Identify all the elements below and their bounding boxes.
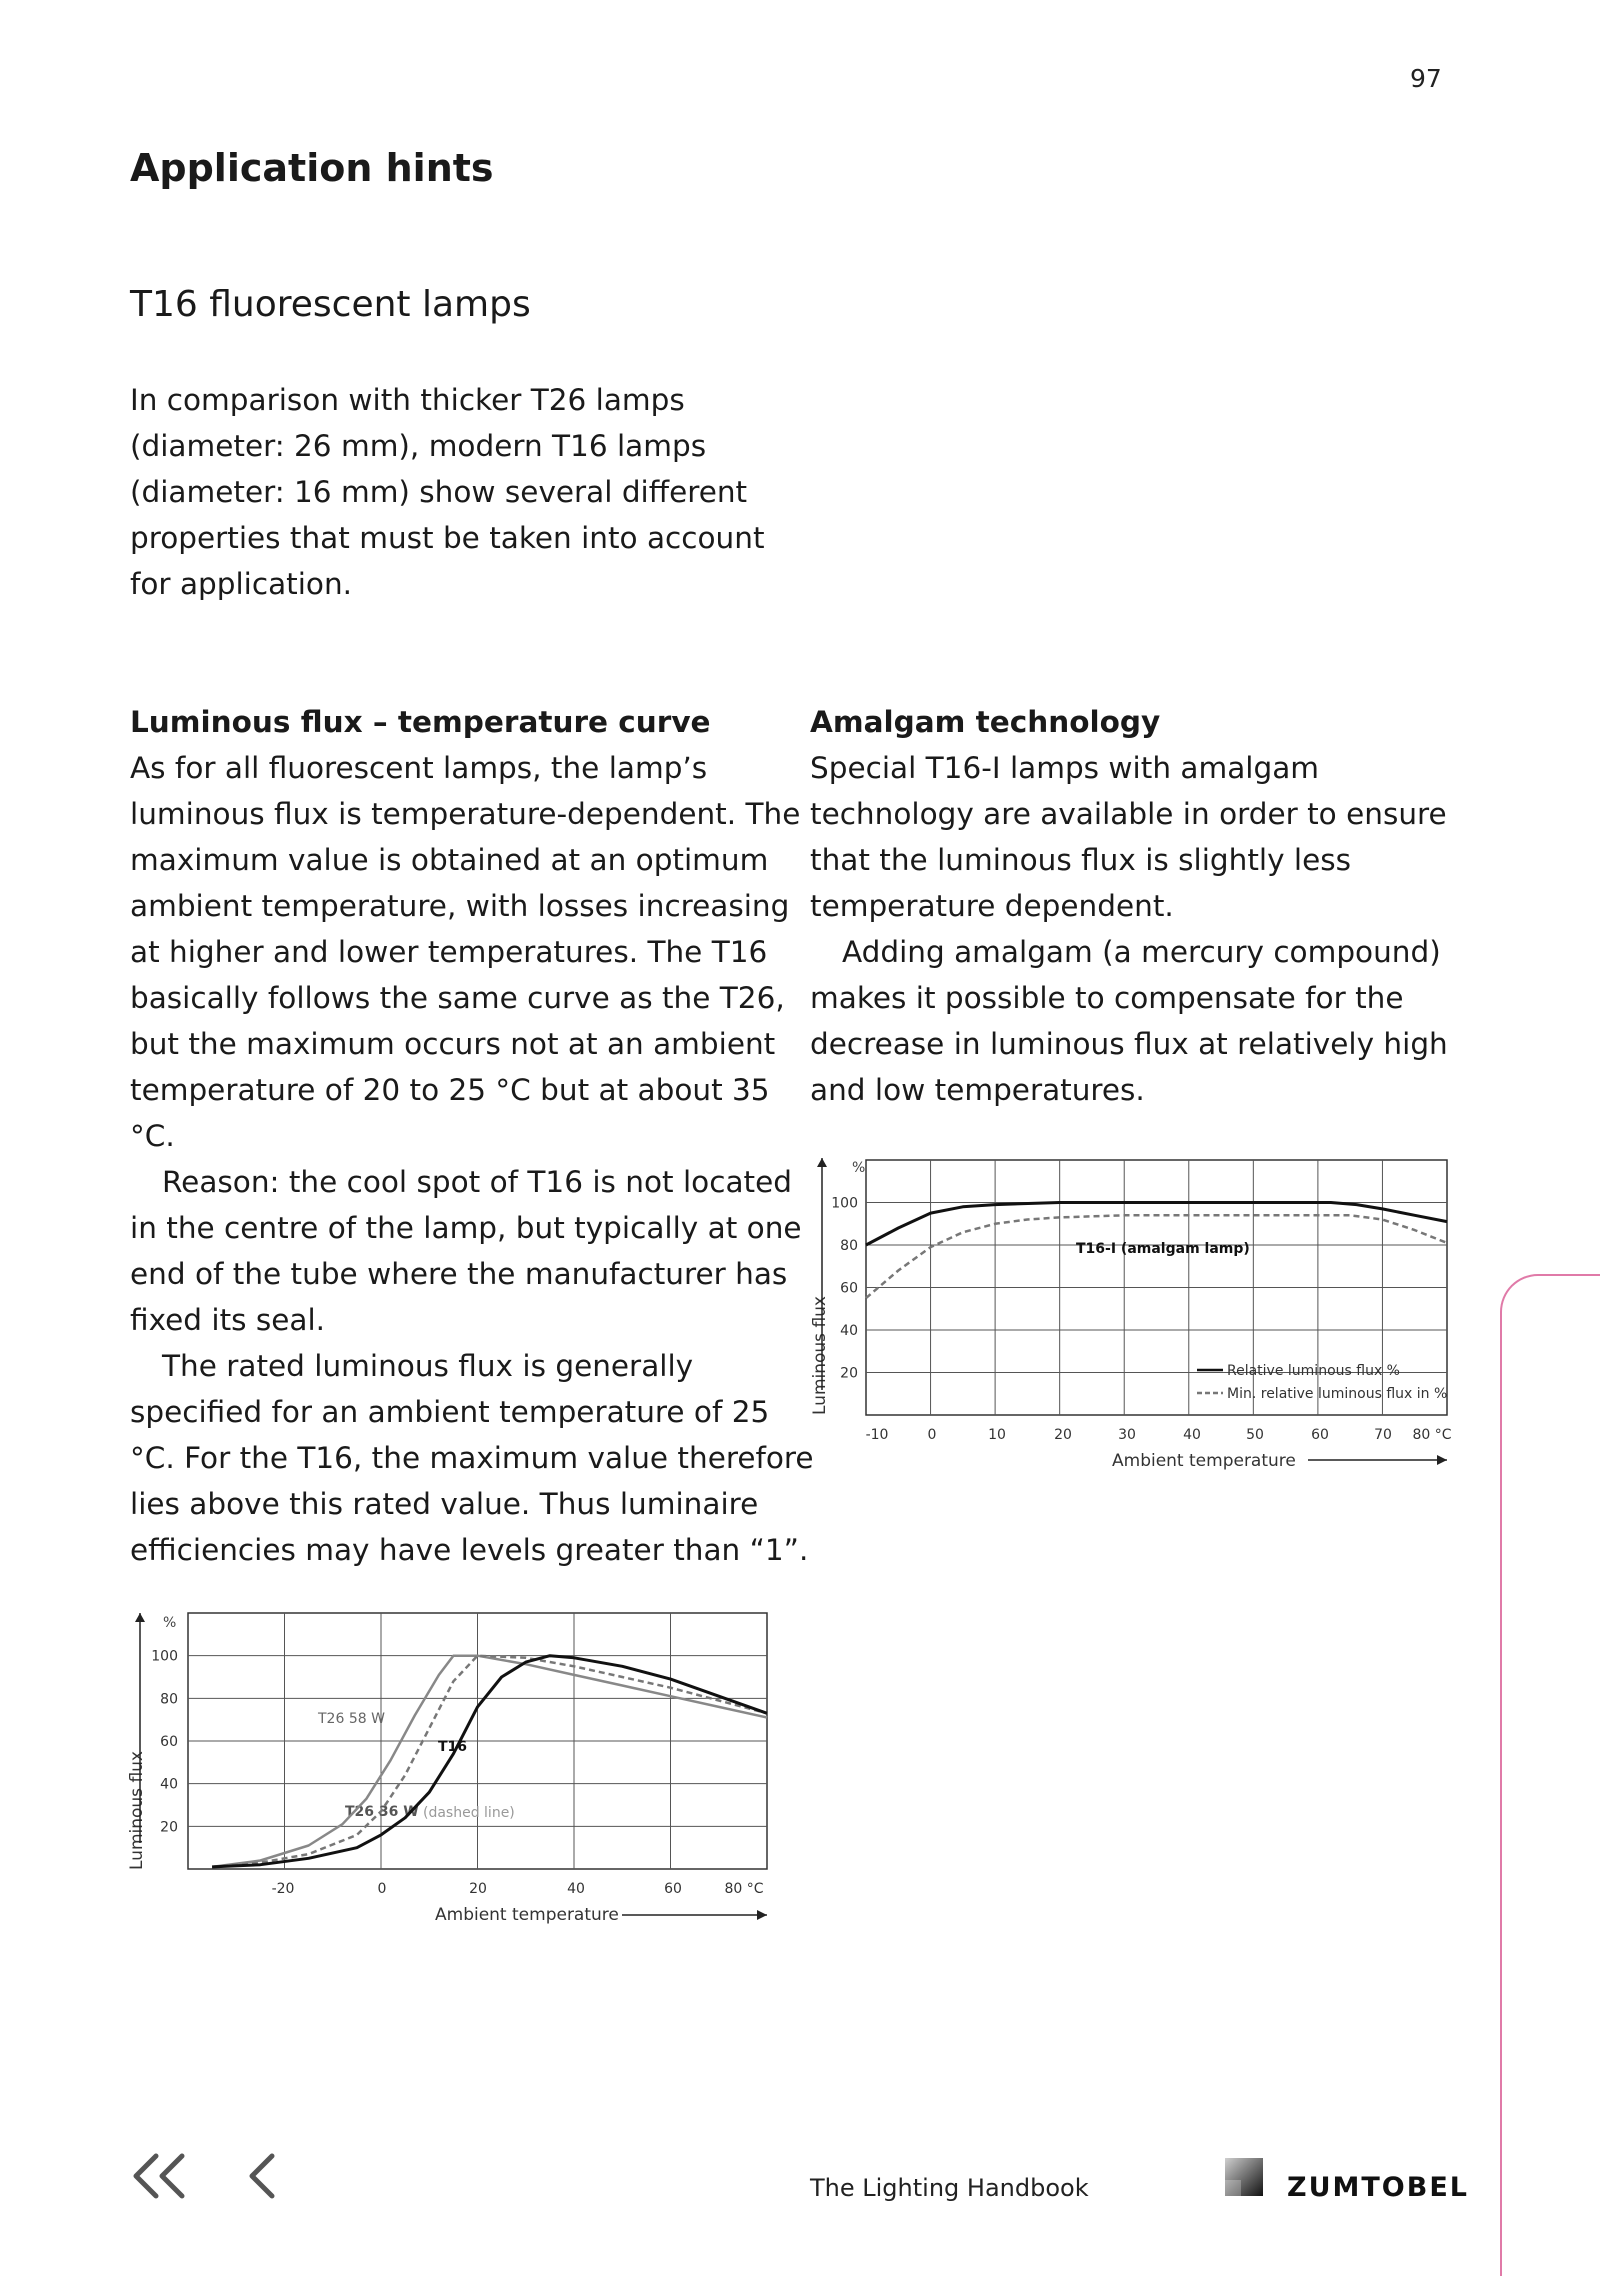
- x-tick-label: 30: [1118, 1427, 1136, 1443]
- intro-paragraph: In comparison with thicker T26 lamps (diameter: 26 mm), modern T16 lamps (diameter: 16 mm) show several different properties that must be taken into account for application.: [130, 383, 765, 601]
- y-tick-label: 80: [840, 1238, 858, 1254]
- footer-title: The Lighting Handbook: [810, 2174, 1089, 2202]
- series-line: [212, 1656, 767, 1867]
- chart-annotation: T26 36 W: [345, 1804, 419, 1820]
- chevron-left-icon: [244, 2150, 280, 2202]
- chart-annotation: T26 58 W: [318, 1711, 385, 1727]
- chart-annotation: T16: [438, 1739, 468, 1755]
- y-unit-label: %: [852, 1160, 866, 1176]
- brand-name: ZUMTOBEL: [1287, 2172, 1469, 2203]
- y-tick-label: 60: [840, 1280, 858, 1297]
- x-tick-label: 80 °C: [724, 1881, 764, 1897]
- chart-grid: [188, 1613, 767, 1869]
- x-tick-label: 0: [927, 1427, 937, 1443]
- x-tick-label: 10: [988, 1427, 1006, 1443]
- page-number: 97: [1410, 64, 1442, 93]
- nav-first-button[interactable]: [128, 2150, 190, 2206]
- y-axis-label: Luminous flux: [127, 1751, 147, 1870]
- y-tick-label: 100: [831, 1195, 858, 1212]
- left-paragraph: As for all fluorescent lamps, the lamp’s luminous flux is temperature-dependent. The maximum value is obtained at an optimum ambient temperature, with losses increasing at higher and lower temperatures. The T16 basically follows the same curve as the T26, but the maximum occurs not at an ambient temperature of 20 to 25 °C but at about 35 °C.: [130, 751, 801, 1153]
- legend-label: Min. relative luminous flux in %: [1227, 1386, 1448, 1402]
- page-edge-decoration: [1500, 1274, 1600, 2276]
- double-chevron-left-icon: [128, 2150, 190, 2202]
- x-tick-label: 20: [1054, 1427, 1072, 1443]
- y-tick-label: 100: [151, 1648, 178, 1665]
- x-axis-label: Ambient temperature: [1112, 1451, 1296, 1471]
- y-tick-label: 60: [160, 1734, 178, 1750]
- series-line: [866, 1203, 1447, 1246]
- x-tick-label: 60: [664, 1881, 682, 1897]
- chart-annotation: (dashed line): [423, 1805, 515, 1821]
- left-paragraph: Reason: the cool spot of T16 is not located in the centre of the lamp, but typically at one end of the tube where the manufacturer has fixed its seal.: [130, 1165, 802, 1337]
- legend-label: Relative luminous flux %: [1227, 1363, 1400, 1379]
- x-axis-arrowhead: [757, 1910, 767, 1920]
- x-axis-label: Ambient temperature: [435, 1905, 619, 1925]
- left-column: [130, 699, 820, 1573]
- right-column: [810, 699, 1470, 1113]
- amalgam-luminous-flux-chart: [800, 1150, 1480, 1480]
- chart-annotation: T16-I (amalgam lamp): [1076, 1241, 1250, 1257]
- x-axis-arrowhead: [1437, 1455, 1447, 1465]
- t16-t26-luminous-flux-chart: [120, 1605, 780, 1935]
- y-axis-arrowhead: [135, 1613, 145, 1622]
- left-paragraph: The rated luminous flux is generally specified for an ambient temperature of 25 °C. For the T16, the maximum value therefore lies above this rated value. Thus luminaire efficiencies may have levels greater than “1”.: [130, 1349, 814, 1567]
- y-tick-label: 40: [840, 1323, 858, 1339]
- y-unit-label: %: [163, 1615, 177, 1631]
- y-axis-arrowhead: [817, 1158, 827, 1167]
- y-tick-label: 40: [160, 1776, 178, 1793]
- section-title: Application hints: [130, 146, 494, 190]
- zumtobel-logo-icon: [1225, 2158, 1263, 2200]
- x-tick-label: 50: [1246, 1427, 1264, 1443]
- x-tick-label: 70: [1374, 1427, 1392, 1443]
- x-tick-label: 40: [1183, 1427, 1201, 1443]
- y-axis-label: Luminous flux: [810, 1296, 830, 1415]
- right-paragraph: Special T16-I lamps with amalgam technology are available in order to ensure that the luminous flux is slightly less temperature dependent.: [810, 751, 1447, 923]
- x-tick-label: -10: [865, 1427, 889, 1443]
- x-tick-label: -20: [271, 1881, 295, 1897]
- nav-prev-button[interactable]: [244, 2150, 280, 2206]
- x-tick-label: 20: [469, 1881, 487, 1897]
- y-tick-label: 20: [840, 1365, 858, 1382]
- right-paragraph: Adding amalgam (a mercury compound) makes it possible to compensate for the decrease in luminous flux at relatively high and low temperatures.: [810, 935, 1448, 1107]
- x-tick-label: 40: [567, 1881, 585, 1897]
- right-column-heading: Amalgam technology: [810, 705, 1161, 739]
- left-column-heading: Luminous flux – temperature curve: [130, 705, 711, 739]
- subtitle: T16 fluorescent lamps: [130, 284, 531, 325]
- x-tick-label: 0: [377, 1881, 387, 1897]
- y-tick-label: 80: [160, 1691, 178, 1708]
- x-tick-label: 80 °C: [1412, 1427, 1452, 1443]
- y-tick-label: 20: [160, 1819, 178, 1836]
- series-line: [212, 1656, 767, 1867]
- series-line: [212, 1656, 767, 1867]
- x-tick-label: 60: [1311, 1427, 1329, 1443]
